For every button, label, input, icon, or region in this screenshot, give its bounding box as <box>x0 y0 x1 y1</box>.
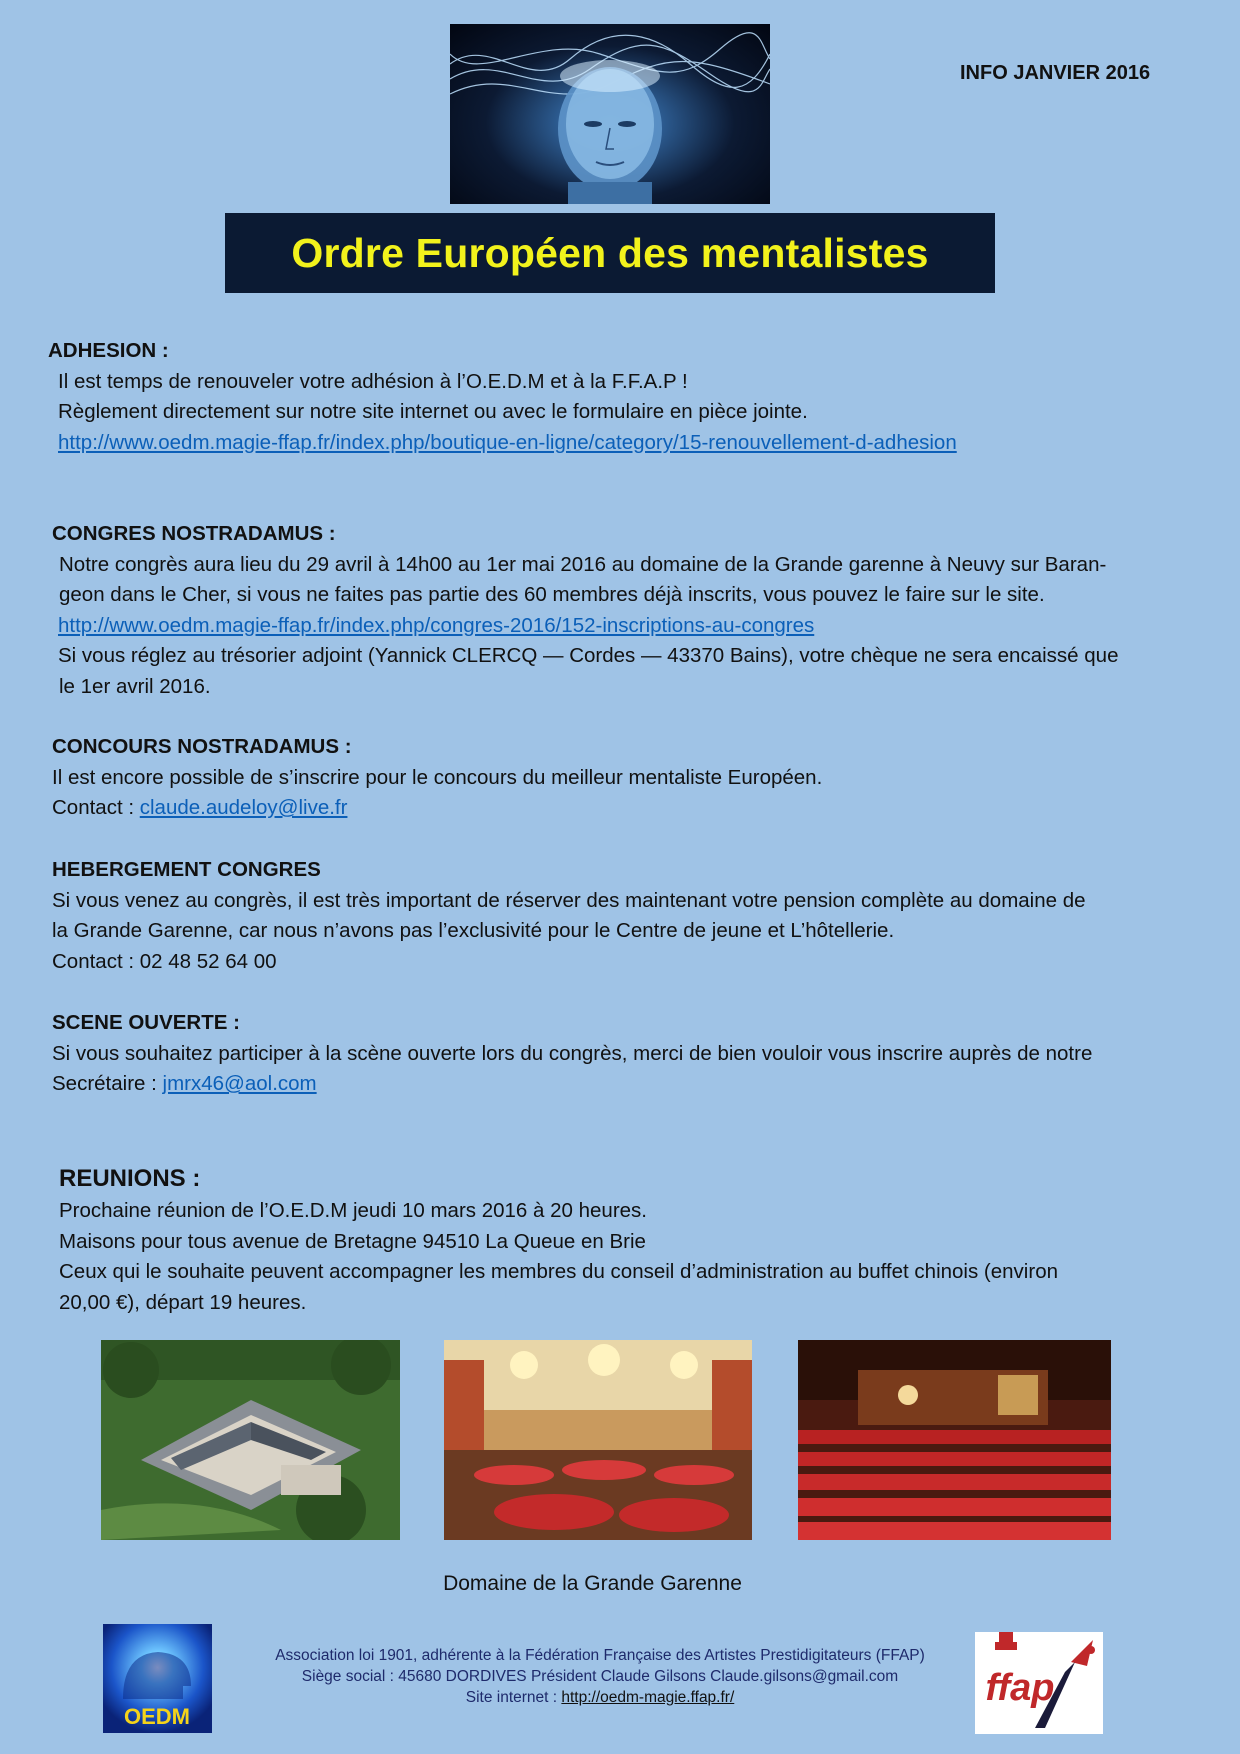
title-banner <box>225 213 995 293</box>
photos-caption: Domaine de la Grande Garenne <box>443 1572 742 1595</box>
hebergement-line2: la Grande Garenne, car nous n’avons pas l’exclusivité pour le Centre de jeune et L’hôtellerie. <box>52 919 895 942</box>
ffap-logo <box>975 1632 1103 1734</box>
adhesion-link[interactable]: http://www.oedm.magie-ffap.fr/index.php/boutique-en-ligne/category/15-renouvellement-d-adhesion <box>58 430 957 454</box>
reunions-heading: REUNIONS : <box>59 1165 201 1192</box>
congres-heading: CONGRES NOSTRADAMUS : <box>52 522 336 545</box>
scene-contact-email[interactable]: jmrx46@aol.com <box>162 1072 317 1095</box>
congres-line4: le 1er avril 2016. <box>59 674 211 698</box>
congres-link[interactable]: http://www.oedm.magie-ffap.fr/index.php/congres-2016/152-inscriptions-au-congres <box>58 613 815 637</box>
photo-banquet-hall <box>444 1340 752 1540</box>
footer-text <box>200 1645 1000 1708</box>
section-scene-ouverte <box>52 1008 1092 1100</box>
congres-line3: Si vous réglez au trésorier adjoint (Yannick CLERCQ — Cordes — 43370 Bains), votre chèque ne sera encaissé que <box>58 644 1119 667</box>
ffap-logo-text: ffap <box>985 1667 1055 1709</box>
section-congres <box>52 519 1118 702</box>
congres-line1: Notre congrès aura lieu du 29 avril à 14h00 au 1er mai 2016 au domaine de la Grande garenne à Neuvy sur Baran- <box>59 552 1107 576</box>
scene-contact-label: Secrétaire : <box>52 1072 163 1095</box>
photo-auditorium <box>798 1340 1111 1540</box>
section-hebergement <box>52 855 1086 977</box>
concours-heading: CONCOURS NOSTRADAMUS : <box>52 735 352 758</box>
header-mind-image <box>450 24 770 204</box>
photo-domain-aerial <box>101 1340 400 1540</box>
hebergement-heading: HEBERGEMENT CONGRES <box>52 858 321 881</box>
concours-contact-email[interactable]: claude.audeloy@live.fr <box>139 796 348 819</box>
adhesion-heading: ADHESION : <box>48 339 169 362</box>
section-reunions <box>59 1162 1058 1318</box>
page-title: Ordre Européen des mentalistes <box>291 229 929 276</box>
congres-line2: geon dans le Cher, si vous ne faites pas partie des 60 membres déjà inscrits, vous pouvez le faire sur le site. <box>59 583 1045 606</box>
section-concours <box>52 732 822 824</box>
reunions-line3: Ceux qui le souhaite peuvent accompagner les membres du conseil d’administration au buffet chinois (environ <box>59 1260 1058 1283</box>
adhesion-line2: Règlement directement sur notre site internet ou avec le formulaire en pièce jointe. <box>58 400 808 423</box>
footer-site-label: Site internet : <box>465 1689 562 1706</box>
reunions-line4: 20,00 €), départ 19 heures. <box>59 1290 307 1314</box>
concours-line1: Il est encore possible de s’inscrire pour le concours du meilleur mentaliste Européen. <box>52 765 823 789</box>
footer-site-link[interactable]: http://oedm-magie.ffap.fr/ <box>561 1689 735 1706</box>
hebergement-contact: Contact : 02 48 52 64 00 <box>52 949 277 973</box>
adhesion-line1: Il est temps de renouveler votre adhésion à l’O.E.D.M et à la F.F.A.P ! <box>58 369 688 393</box>
footer-line2: Siège social : 45680 DORDIVES Président Claude Gilsons Claude.gilsons@gmail.com <box>301 1668 899 1685</box>
scene-line1: Si vous souhaitez participer à la scène ouverte lors du congrès, merci de bien vouloir vous inscrire auprès de notre <box>52 1041 1093 1065</box>
hebergement-line1: Si vous venez au congrès, il est très important de réserver des maintenant votre pension complète au domaine de <box>52 888 1086 912</box>
oedm-logo-text: OEDM <box>124 1704 190 1729</box>
reunions-line1: Prochaine réunion de l’O.E.D.M jeudi 10 mars 2016 à 20 heures. <box>59 1199 648 1222</box>
oedm-logo <box>103 1624 212 1733</box>
section-adhesion <box>48 336 957 458</box>
footer-line1: Association loi 1901, adhérente à la Fédération Française des Artistes Prestidigitateurs (FFAP) <box>275 1647 925 1664</box>
reunions-line2: Maisons pour tous avenue de Bretagne 94510 La Queue en Brie <box>59 1229 646 1253</box>
info-date-label: INFO JANVIER 2016 <box>960 62 1151 84</box>
scene-heading: SCENE OUVERTE : <box>52 1011 240 1034</box>
concours-contact-label: Contact : <box>52 796 140 819</box>
